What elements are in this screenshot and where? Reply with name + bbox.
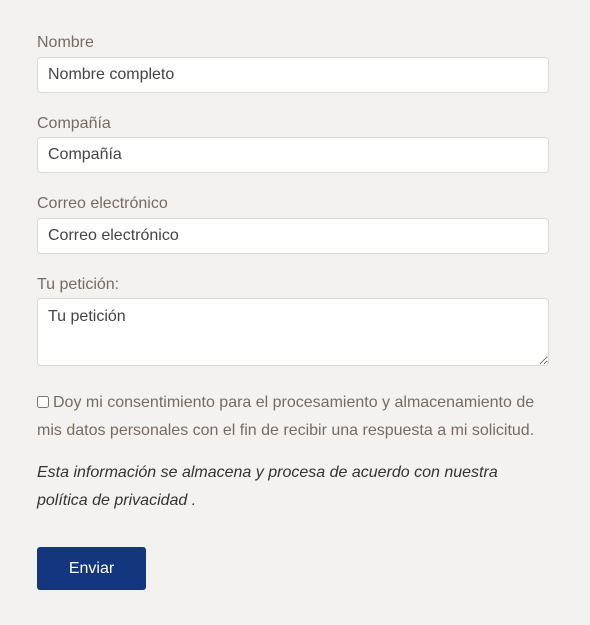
submit-button[interactable]: Enviar: [37, 547, 146, 590]
privacy-text: Esta información se almacena y procesa de acuerdo con: [37, 464, 445, 481]
consent-checkbox[interactable]: [37, 396, 49, 408]
name-label: Nombre: [37, 34, 94, 51]
consent-text: Doy mi consentimiento para el procesamiento y almacenamiento de mis datos personales con el fin de recibir una respuesta a mi solicitud.: [37, 394, 535, 439]
company-input[interactable]: [37, 137, 549, 173]
request-textarea[interactable]: [37, 298, 549, 366]
email-input[interactable]: [37, 218, 549, 254]
privacy-policy-link[interactable]: nuestra política de privacidad: [37, 464, 498, 509]
email-label: Correo electrónico: [37, 195, 168, 212]
consent-row: [37, 389, 549, 445]
name-input[interactable]: [37, 57, 549, 93]
privacy-notice: [37, 459, 549, 515]
company-label: Compañía: [37, 115, 111, 132]
request-label: Tu petición:: [37, 276, 120, 293]
privacy-end: .: [187, 492, 197, 509]
